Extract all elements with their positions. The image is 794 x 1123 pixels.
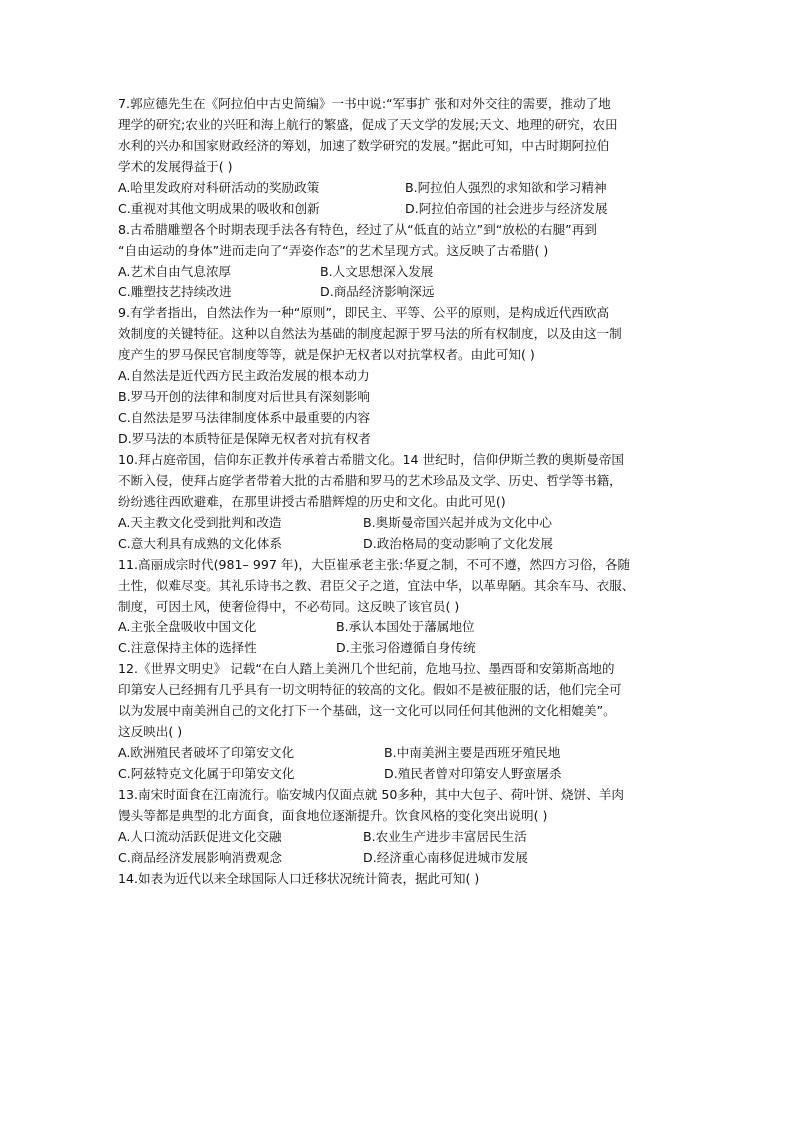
question-stem-line: 土性，似难尽变。其礼乐诗书之教、君臣父子之道，宜法中华，以革卑陋。其余车马、衣服、 bbox=[118, 577, 635, 593]
answer-option[interactable]: D.殖民者曾对印第安人野蛮屠杀 bbox=[384, 766, 562, 781]
question-10 bbox=[118, 450, 686, 555]
option-row bbox=[118, 408, 686, 429]
answer-option[interactable]: A.天主教文化受到批判和改造 bbox=[118, 514, 282, 530]
question-stem-line: 水利的兴办和国家财政经济的筹划，加速了数学研究的发展。”据此可知，中古时期阿拉伯 bbox=[118, 137, 610, 153]
question-stem-line: 8.古希腊雕塑各个时期表现手法各有特色，经过了从“低直的站立”到“放松的右腿”再到 bbox=[118, 221, 597, 237]
answer-option[interactable]: B.奥斯曼帝国兴起并成为文化中心 bbox=[363, 514, 552, 530]
answer-option[interactable]: A.哈里发政府对科研活动的奖励政策 bbox=[118, 179, 320, 195]
answer-option[interactable]: C.阿兹特克文化属于印第安文化 bbox=[118, 766, 295, 781]
answer-option[interactable]: B.阿拉伯人强烈的求知欲和学习精神 bbox=[405, 179, 607, 195]
question-stem-line: 9.有学者指出，自然法作为一种“原则”，即民主、平等、公平的原则，是构成近代西欧高 bbox=[118, 305, 610, 321]
question-stem-line: 馒头等都是典型的北方面食，面食地位逐渐提升。饮食风格的变化突出说明( ) bbox=[118, 807, 548, 823]
question-stem-line: 印第安人已经拥有几乎具有一切文明特征的较高的文化。假如不是被征服的话，他们完全可 bbox=[118, 682, 622, 698]
answer-option[interactable]: C.重视对其他文明成果的吸收和创新 bbox=[118, 200, 320, 216]
option-row bbox=[118, 366, 686, 387]
question-list bbox=[118, 94, 686, 890]
question-stem-line: 14.如表为近代以来全球国际人口迁移状况统计简表，据此可知( ) bbox=[118, 870, 480, 886]
question-stem-line: 11.高丽成宗时代(981– 997 年)，大臣崔承老主张:华夏之制，不可不遵，然四方习俗，各随 bbox=[118, 556, 631, 572]
answer-option[interactable]: A.欧洲殖民者破坏了印第安文化 bbox=[118, 745, 295, 761]
answer-option[interactable]: D.阿拉伯帝国的社会进步与经济发展 bbox=[405, 200, 608, 216]
option-row bbox=[118, 764, 686, 785]
question-stem-line: 这反映出( ) bbox=[118, 724, 183, 740]
question-stem-line: 效制度的关键特征。这种以自然法为基础的制度起源于罗马法的所有权制度，以及由这一制 bbox=[118, 326, 622, 342]
answer-option[interactable]: D.商品经济影响深远 bbox=[320, 284, 435, 300]
option-row bbox=[118, 534, 686, 555]
option-row bbox=[118, 282, 686, 303]
answer-option[interactable]: D.经济重心南移促进城市发展 bbox=[363, 849, 528, 865]
question-stem-line: “自由运动的身体”进而走向了“弄姿作态”的艺术呈现方式。这反映了古希腊( ) bbox=[118, 242, 549, 258]
option-row bbox=[118, 848, 686, 869]
question-9 bbox=[118, 303, 686, 450]
answer-option[interactable]: A.主张全盘吸收中国文化 bbox=[118, 619, 257, 635]
question-13 bbox=[118, 785, 686, 869]
question-stem-line: 7.郭应德先生在《阿拉伯中古史简编》一书中说:“军事扩 张和对外交往的需要，推动了地 bbox=[118, 96, 611, 111]
answer-option[interactable]: B.中南美洲主要是西班牙殖民地 bbox=[384, 745, 561, 761]
question-stem-line: 以为发展中南美洲自己的文化打下一个基础，这一文化可以同任何其他洲的文化相媲美”。 bbox=[118, 703, 616, 719]
answer-option[interactable]: A.人口流动活跃促进文化交融 bbox=[118, 828, 282, 844]
option-row bbox=[118, 387, 686, 408]
option-row bbox=[118, 178, 686, 199]
answer-option[interactable]: C.自然法是罗马法律制度体系中最重要的内容 bbox=[118, 410, 371, 426]
question-12 bbox=[118, 659, 686, 785]
question-stem-line: 学术的发展得益于( ) bbox=[118, 158, 233, 174]
option-row bbox=[118, 743, 686, 764]
answer-option[interactable]: C.雕塑技艺持续改进 bbox=[118, 284, 232, 300]
question-stem-line: 制度，可因土风，使奢俭得中，不必苟同。这反映了该官员( ) bbox=[118, 598, 460, 614]
option-row bbox=[118, 638, 686, 659]
answer-option[interactable]: B.罗马开创的法律和制度对后世具有深刻影响 bbox=[118, 389, 370, 405]
question-stem-line: 不断入侵，使拜占庭学者带着大批的古希腊和罗马的艺术珍品及文学、历史、哲学等书籍， bbox=[118, 472, 622, 488]
option-row bbox=[118, 199, 686, 220]
question-11 bbox=[118, 555, 686, 660]
answer-option[interactable]: C.意大利具有成熟的文化体系 bbox=[118, 535, 282, 551]
option-row bbox=[118, 513, 686, 534]
answer-option[interactable]: A.艺术自由气息浓厚 bbox=[118, 263, 232, 279]
question-stem-line: 度产生的罗马保民官制度等等，就是保护无权者以对抗掌权者。由此可知( ) bbox=[118, 347, 535, 363]
answer-option[interactable]: D.罗马法的本质特征是保障无权者对抗有权者 bbox=[118, 431, 371, 446]
answer-option[interactable]: C.注意保持主体的选择性 bbox=[118, 640, 257, 656]
answer-option[interactable]: B.人文思想深入发展 bbox=[320, 263, 434, 279]
answer-option[interactable]: C.商品经济发展影响消费观念 bbox=[118, 849, 282, 865]
question-stem-line: 理学的研究;农业的兴旺和海上航行的繁盛，促成了天文学的发展;天文、地理的研究，农田 bbox=[118, 116, 618, 132]
question-stem-line: 10.拜占庭帝国，信仰东正教并传承着古希腊文化。14 世纪时，信仰伊斯兰教的奥斯曼帝国 bbox=[118, 451, 625, 467]
option-row bbox=[118, 827, 686, 848]
question-14 bbox=[118, 869, 686, 890]
question-stem-line: 12.《世界文明史》 记载“在白人踏上美洲几个世纪前，危地马拉、墨西哥和安第斯高地的 bbox=[118, 661, 615, 677]
answer-option[interactable]: B.承认本国处于藩属地位 bbox=[336, 619, 475, 635]
question-7 bbox=[118, 94, 686, 220]
option-row bbox=[118, 429, 686, 450]
question-8 bbox=[118, 220, 686, 304]
answer-option[interactable]: D.政治格局的变动影响了文化发展 bbox=[363, 535, 554, 551]
question-stem-line: 纷纷逃往西欧避难，在那里讲授古希腊辉煌的历史和文化。由此可见() bbox=[118, 493, 506, 509]
question-stem-line: 13.南宋时面食在江南流行。临安城内仅面点就 50多种，其中大包子、荷叶饼、烧饼、羊肉 bbox=[118, 786, 625, 802]
answer-option[interactable]: A.自然法是近代西方民主政治发展的根本动力 bbox=[118, 368, 370, 384]
answer-option[interactable]: D.主张习俗遵循自身传统 bbox=[336, 640, 476, 656]
option-row bbox=[118, 262, 686, 283]
option-row bbox=[118, 617, 686, 638]
answer-option[interactable]: B.农业生产进步丰富居民生活 bbox=[363, 828, 527, 844]
